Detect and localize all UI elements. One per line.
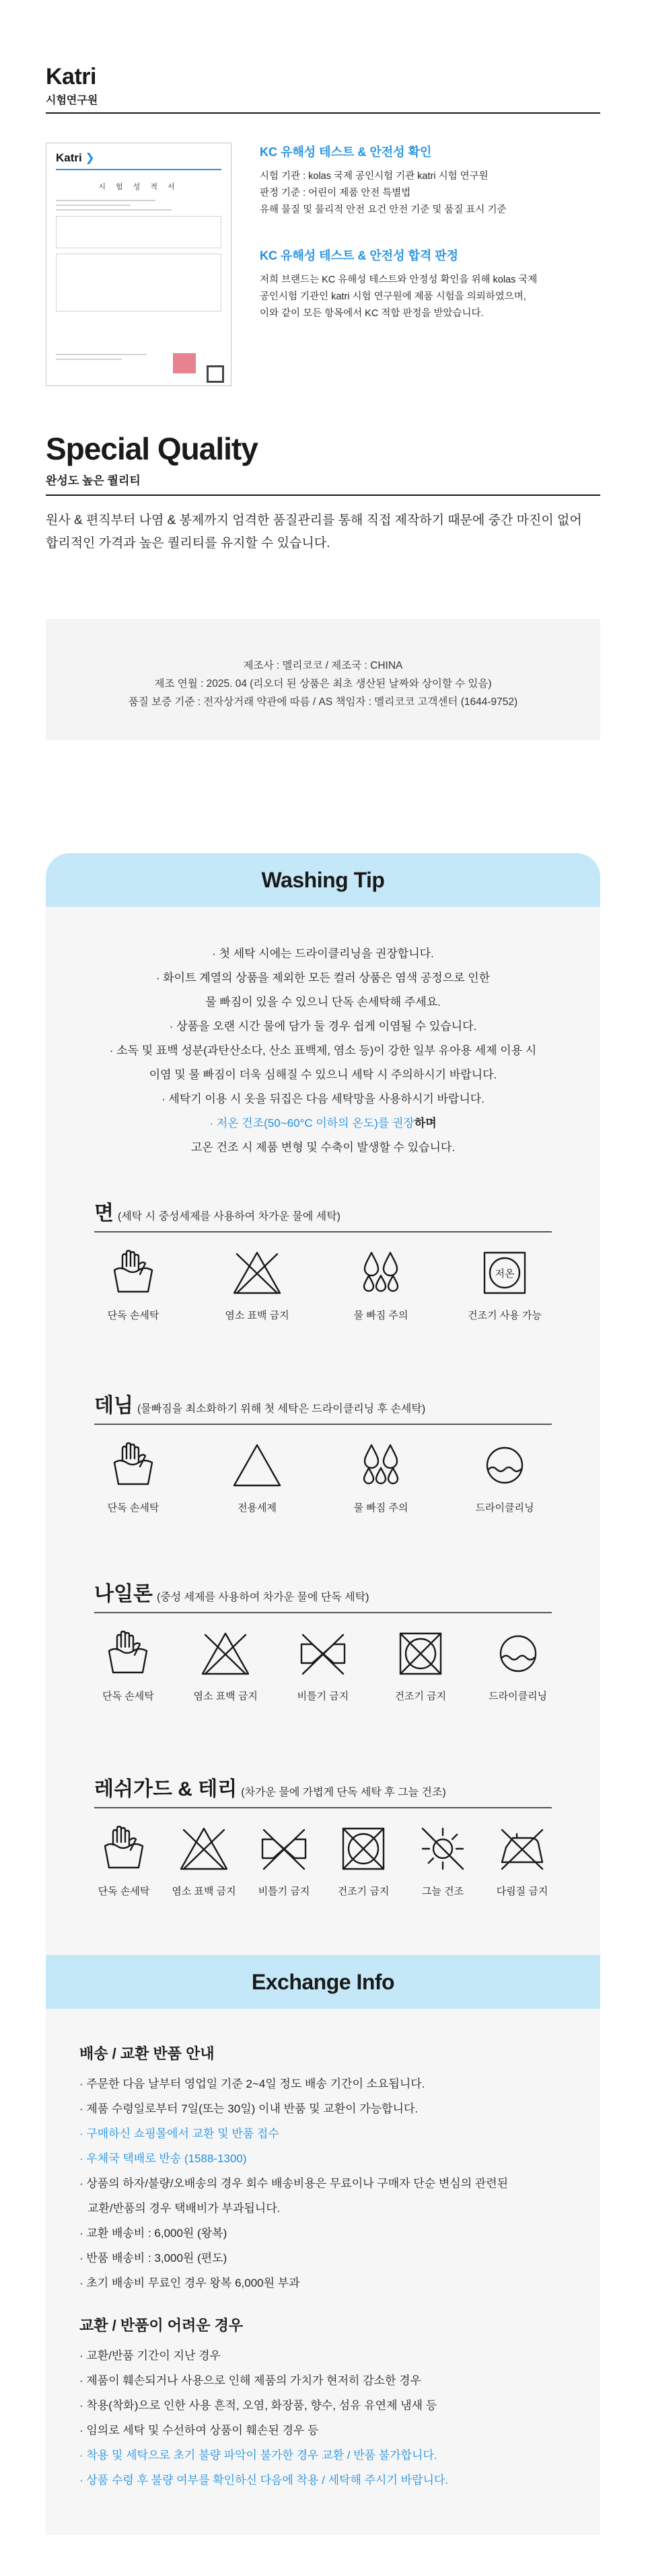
- manufacturer-info: [46, 619, 600, 740]
- no-bleach-icon: [200, 1628, 251, 1679]
- certificate-logo: Katri ❯: [56, 151, 95, 164]
- care-symbol: [94, 1823, 153, 1898]
- dry-clean-icon: [479, 1440, 530, 1491]
- color-bleed-icon: [355, 1247, 406, 1298]
- shipping-item: · 초기 배송비 무료인 경우 왕복 6,000원 부과: [79, 2277, 300, 2289]
- care-symbol-label: 비틀기 금지: [297, 1691, 349, 1702]
- care-symbol-label: 단독 손세탁: [107, 1502, 159, 1514]
- care-symbol: [386, 1628, 454, 1703]
- care-symbol: [94, 1628, 162, 1703]
- manufacture-date-line: 제조 연월 : 2025. 04 (리오더 된 상품은 최초 생산된 날짜와 상이할 수 있음): [154, 678, 492, 690]
- washing-notes: [46, 942, 600, 1160]
- fabric-nylon: [94, 1577, 552, 1703]
- fabric-name: 레쉬가드 & 테리: [94, 1778, 238, 1800]
- washing-note: 고온 건조 시 제품 변형 및 수축이 발생할 수 있습니다.: [190, 1141, 456, 1154]
- care-symbol: [466, 1247, 544, 1322]
- shipping-item-highlight: · 구매하신 쇼핑몰에서 교환 및 반품 접수: [79, 2127, 279, 2140]
- hand-wash-icon: [108, 1440, 159, 1491]
- washing-note: · 소독 및 표백 성분(과탄산소다, 산소 표백제, 염소 등)이 강한 일부 유아용 세제 이용 시: [109, 1044, 537, 1057]
- restriction-item-highlight: · 상품 수령 후 불량 여부를 확인하신 다음에 착용 / 세탁해 주시기 바랍니다.: [79, 2474, 449, 2487]
- shipping-item: · 주문한 다음 날부터 영업일 기준 2~4일 정도 배송 기간이 소요됩니다.: [79, 2077, 425, 2090]
- washing-note: · 첫 세탁 시에는 드라이클리닝을 권장합니다.: [212, 947, 434, 960]
- care-symbol-label: 염소 표백 금지: [193, 1691, 258, 1702]
- care-symbol-label: 비틀기 금지: [258, 1886, 310, 1897]
- warranty-line: 품질 보증 기준 : 전자상거래 약관에 따름 / AS 책임자 : 멜리코코 고객센터 (1644-9752): [128, 696, 518, 708]
- bleach-allowed-icon: [231, 1440, 283, 1491]
- care-symbol: [413, 1823, 472, 1898]
- care-symbol-label: 드라이클리닝: [489, 1691, 548, 1702]
- shipping-item: · 반품 배송비 : 3,000원 (편도): [79, 2252, 227, 2265]
- katri-subtitle: 시험연구원: [46, 95, 98, 106]
- care-symbol: [289, 1628, 357, 1703]
- fabric-cotton: [94, 1196, 552, 1322]
- shipping-title: 배송 / 교환 반품 안내: [79, 2045, 215, 2062]
- color-bleed-icon: [355, 1440, 406, 1491]
- washing-note: 이염 및 물 빠짐이 더욱 심해질 수 있으니 세탁 시 주의하시기 바랍니다.: [149, 1068, 497, 1081]
- shade-dry-icon: [417, 1823, 468, 1874]
- kc-pass-line: 이와 같이 모든 항목에서 KC 적합 판정을 받았습니다.: [260, 308, 484, 319]
- care-symbol-label: 전용세제: [238, 1502, 277, 1514]
- low-tumble-dry-icon: [479, 1247, 530, 1298]
- shipping-item: · 교환 배송비 : 6,000원 (왕복): [79, 2227, 227, 2240]
- washing-note-highlight: · 저온 건조(50~60°C 이하의 온도)를 권장하며: [209, 1117, 437, 1130]
- care-symbol: [94, 1440, 172, 1514]
- quality-description: 원사 & 편직부터 나염 & 봉제까지 엄격한 품질관리를 통해 직접 제작하기 때문에 중간 마진이 없어 합리적인 가격과 높은 퀄리티를 유지할 수 있습니다.: [46, 513, 582, 550]
- fabric-note: (세탁 시 중성세제를 사용하여 차가운 물에 세탁): [117, 1211, 340, 1222]
- divider: [46, 494, 600, 496]
- care-symbol: [342, 1440, 420, 1514]
- katri-brand: Katri: [46, 64, 96, 89]
- care-symbol-label: 염소 표백 금지: [225, 1310, 289, 1321]
- kc-test-block: [260, 143, 600, 219]
- washing-note: 물 빠짐이 있을 수 있으니 단독 손세탁해 주세요.: [205, 996, 441, 1008]
- kc-test-line: 유해 물질 및 물리적 안전 요건 안전 기준 및 품질 표시 기준: [260, 205, 507, 215]
- kc-pass-line: 공인시험 기관인 katri 시험 연구원에 제품 시험을 의뢰하였으며,: [260, 291, 526, 302]
- washing-note: · 세탁기 이용 시 옷을 뒤집은 다음 세탁망을 사용하시기 바랍니다.: [162, 1093, 485, 1105]
- fabric-name: 나일론: [94, 1583, 153, 1605]
- kc-pass-title: KC 유해성 테스트 & 안전성 합격 판정: [260, 249, 459, 262]
- exchange-info-header: [46, 1955, 600, 2009]
- kc-pass-block: [260, 246, 600, 322]
- shipping-item-highlight: · 우체국 택배로 반송 (1588-1300): [79, 2152, 247, 2165]
- care-symbol: [334, 1823, 393, 1898]
- washing-tip-title: Washing Tip: [261, 867, 385, 892]
- dry-clean-icon: [493, 1628, 544, 1679]
- quality-title: Special Quality: [46, 431, 258, 466]
- no-wring-icon: [297, 1628, 349, 1679]
- care-symbol-label: 건조기 사용 가능: [468, 1310, 542, 1321]
- care-symbol-label: 그늘 건조: [421, 1886, 464, 1897]
- no-bleach-icon: [231, 1247, 283, 1298]
- divider: [46, 112, 600, 114]
- care-symbol: [218, 1440, 296, 1514]
- care-symbol: [94, 1247, 172, 1322]
- washing-note: · 화이트 계열의 상품을 제외한 모든 컬러 상품은 염색 공정으로 인한: [155, 971, 491, 984]
- care-symbol: [174, 1823, 234, 1898]
- no-bleach-icon: [178, 1823, 229, 1874]
- care-symbol: [254, 1823, 314, 1898]
- care-symbol: [342, 1247, 420, 1322]
- quality-subtitle: 완성도 높은 퀄리티: [46, 474, 141, 487]
- fabric-denim: [94, 1389, 552, 1514]
- no-iron-icon: [497, 1823, 548, 1874]
- restriction-item: · 제품이 훼손되거나 사용으로 인해 제품의 가치가 현저히 감소한 경우: [79, 2374, 421, 2387]
- fabric-note: (중성 세제를 사용하여 차가운 물에 단독 세탁): [156, 1592, 369, 1603]
- care-symbol: [466, 1440, 544, 1514]
- care-symbol-label: 염소 표백 금지: [172, 1886, 236, 1897]
- washing-note: · 상품을 오랜 시간 물에 담가 둘 경우 쉽게 이염될 수 있습니다.: [169, 1020, 477, 1033]
- manufacturer-line: 제조사 : 멜리코코 / 제조국 : CHINA: [243, 660, 403, 671]
- fabric-rashguard-terry: [94, 1772, 552, 1898]
- care-symbol: [192, 1628, 260, 1703]
- shipping-item: · 상품의 하자/불량/오배송의 경우 회수 배송비용은 무료이나 구매자 단순 변심의 관련된 교환/반품의 경우 택배비가 부과됩니다.: [79, 2177, 509, 2215]
- no-wring-icon: [258, 1823, 310, 1874]
- care-symbol-label: 드라이클리닝: [475, 1502, 534, 1514]
- care-symbol-label: 건조기 금지: [394, 1691, 447, 1702]
- shipping-item: · 제품 수령일로부터 7일(또는 30일) 이내 반품 및 교환이 가능합니다.: [79, 2102, 419, 2115]
- care-symbol-label: 물 빠짐 주의: [353, 1502, 408, 1514]
- kc-test-line: 시험 기관 : kolas 국제 공인시험 기관 katri 시험 연구원: [260, 171, 489, 182]
- care-symbol-label: 단독 손세탁: [98, 1886, 150, 1897]
- katri-section: [46, 63, 600, 319]
- hand-wash-icon: [108, 1247, 159, 1298]
- return-restrictions-title: 교환 / 반품이 어려운 경우: [79, 2317, 244, 2334]
- restriction-item: · 교환/반품 기간이 지난 경우: [79, 2349, 221, 2362]
- care-symbol-label: 단독 손세탁: [102, 1691, 154, 1702]
- fabric-name: 면: [94, 1202, 114, 1224]
- certificate-seal: [173, 353, 196, 373]
- return-restrictions: [79, 2314, 577, 2493]
- care-symbol: [484, 1628, 552, 1703]
- shipping-info: [79, 2043, 577, 2295]
- certificate-title: 시 험 성 적 서: [98, 183, 179, 191]
- special-quality-section: [46, 431, 600, 555]
- svg-text:저온: 저온: [495, 1267, 515, 1280]
- no-tumble-dry-icon: [338, 1823, 389, 1874]
- fabric-name: 데님: [94, 1395, 133, 1417]
- care-symbol-label: 단독 손세탁: [107, 1310, 159, 1321]
- exchange-info-title: Exchange Info: [251, 1969, 395, 1994]
- washing-tip-header: [46, 853, 600, 907]
- care-symbol: [218, 1247, 296, 1322]
- washing-exchange-card: [46, 853, 600, 2535]
- care-symbol-label: 다림질 금지: [496, 1886, 548, 1897]
- hand-wash-icon: [98, 1823, 149, 1874]
- fabric-note: (물빠짐을 최소화하기 위해 첫 세탁은 드라이클리닝 후 손세탁): [137, 1403, 426, 1415]
- restriction-item-highlight: · 착용 및 세탁으로 초기 불량 파악이 불가한 경우 교환 / 반품 불가합니다.: [79, 2449, 437, 2462]
- care-symbol: [493, 1823, 552, 1898]
- kc-test-line: 판정 기준 : 어린이 제품 안전 특별법: [260, 188, 411, 198]
- restriction-item: · 착용(착화)으로 인한 사용 흔적, 오염, 화장품, 향수, 섬유 유연제 냄새 등: [79, 2399, 437, 2412]
- test-certificate-image: [46, 143, 231, 386]
- no-tumble-dry-icon: [395, 1628, 446, 1679]
- fabric-note: (차가운 물에 가볍게 단독 세탁 후 그늘 건조): [241, 1787, 446, 1798]
- restriction-item: · 임의로 세탁 및 수선하여 상품이 훼손된 경우 등: [79, 2424, 319, 2437]
- care-symbol-label: 물 빠짐 주의: [353, 1310, 408, 1321]
- kc-pass-line: 저희 브랜드는 KC 유해성 테스트와 안정성 확인을 위해 kolas 국제: [260, 274, 538, 285]
- qr-code-icon: [207, 365, 224, 383]
- kc-test-title: KC 유해성 테스트 & 안전성 확인: [260, 145, 432, 159]
- hand-wash-icon: [102, 1628, 153, 1679]
- care-symbol-label: 건조기 금지: [337, 1886, 390, 1897]
